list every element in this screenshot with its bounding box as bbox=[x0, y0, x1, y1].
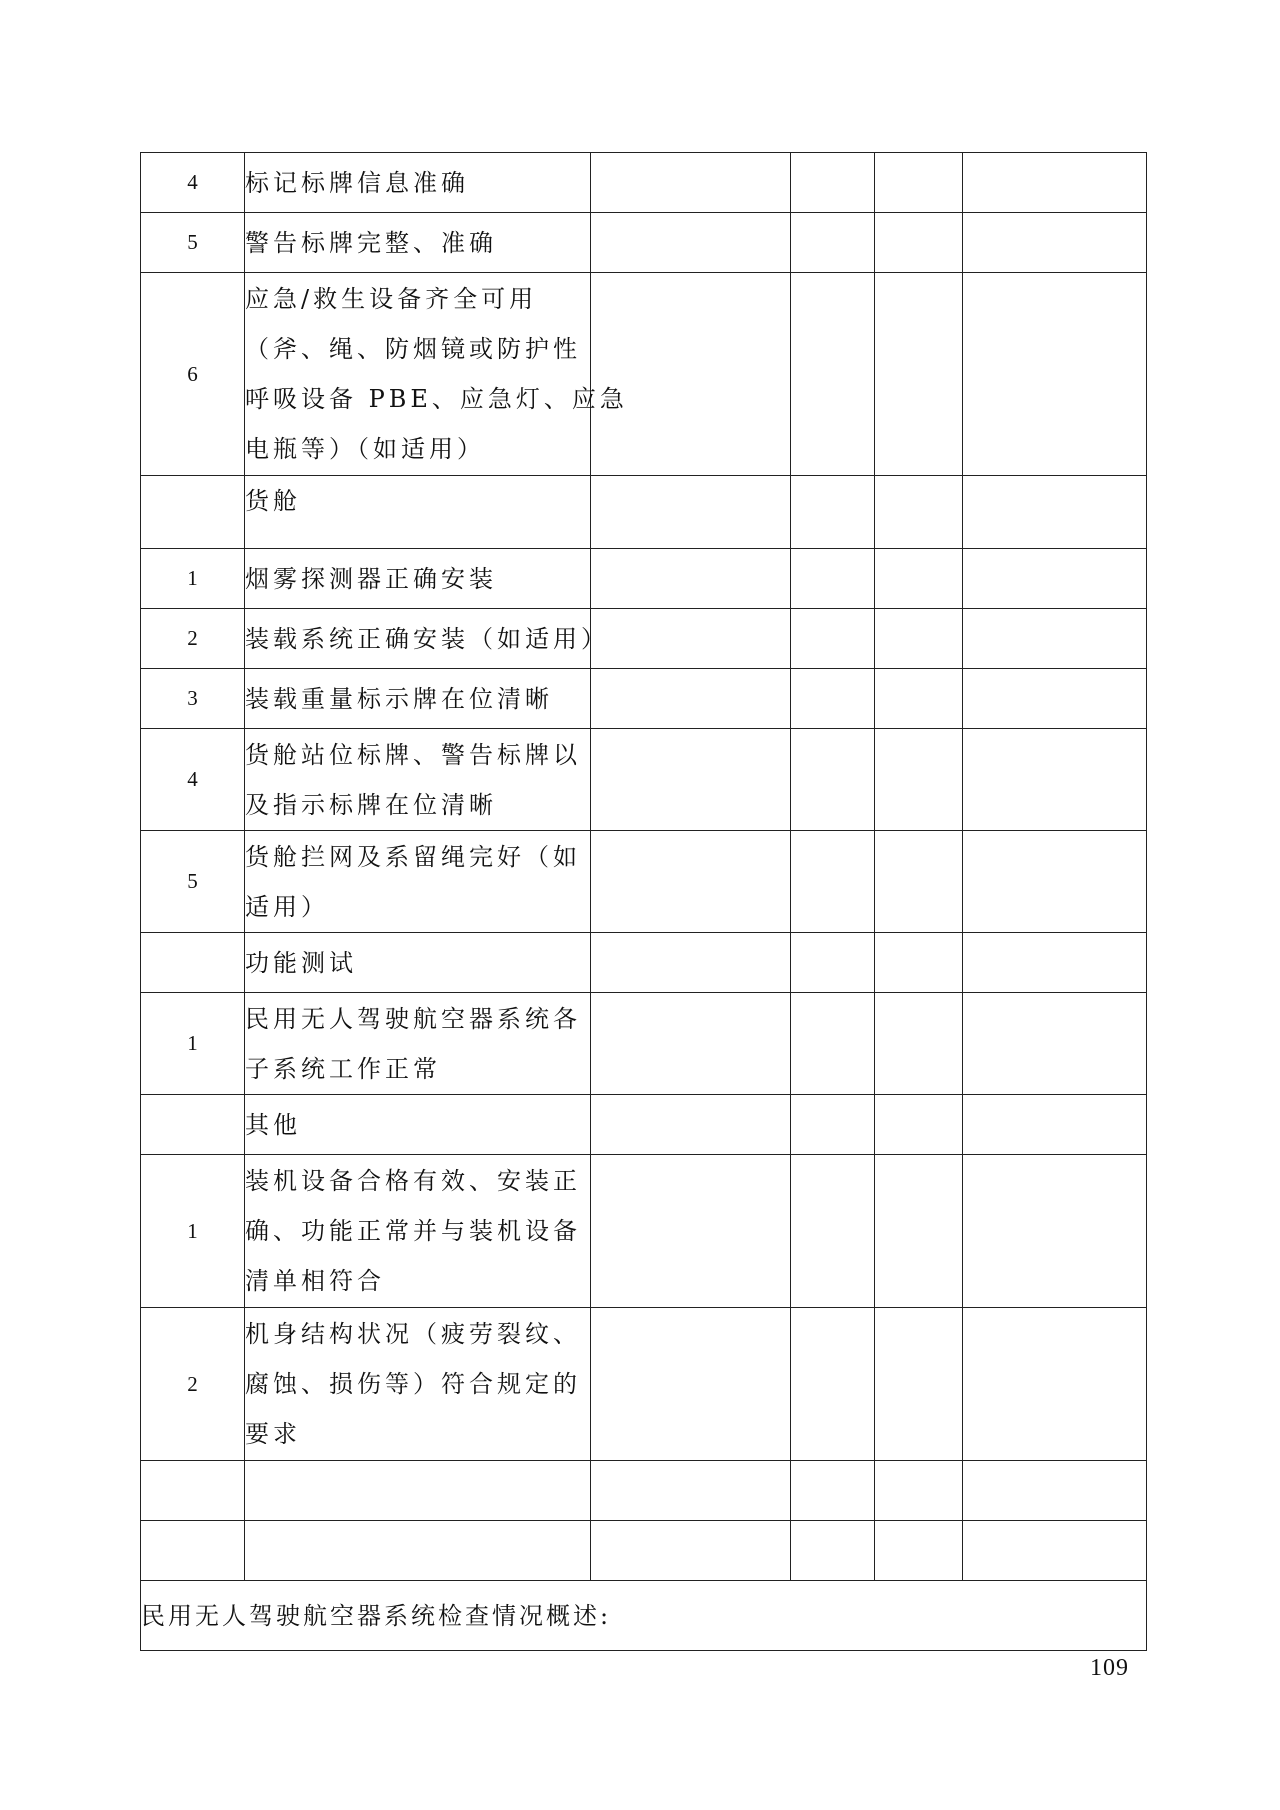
check-item-line: 标记标牌信息准确 bbox=[245, 168, 469, 197]
check-item bbox=[245, 213, 591, 273]
summary-row bbox=[141, 1581, 1147, 1651]
table-row bbox=[141, 1095, 1147, 1155]
check-item bbox=[245, 609, 609, 669]
section-heading-line: 其他 bbox=[245, 1110, 301, 1139]
row-number bbox=[141, 1461, 245, 1521]
check-item-line: 应急/救生设备齐全可用 bbox=[245, 285, 538, 313]
check-item-line: 子系统工作正常 bbox=[245, 1054, 441, 1083]
result-cell bbox=[591, 1521, 791, 1581]
check-item-line: 及指示标牌在位清晰 bbox=[245, 790, 497, 819]
row-number bbox=[141, 933, 245, 993]
check-item bbox=[245, 1521, 591, 1581]
page-number: 109 bbox=[1090, 1655, 1129, 1681]
check-cell bbox=[875, 1155, 963, 1308]
summary-label: 民用无人驾驶航空器系统检查情况概述: bbox=[141, 1601, 612, 1630]
remark-cell bbox=[963, 1155, 1147, 1308]
table-row bbox=[141, 476, 1147, 549]
section-heading bbox=[245, 1095, 591, 1155]
check-item-line: 清单相符合 bbox=[245, 1267, 385, 1295]
check-item-line: 适用） bbox=[245, 892, 329, 921]
result-cell bbox=[591, 1095, 791, 1155]
table-row bbox=[141, 609, 1147, 669]
check-cell bbox=[875, 831, 963, 933]
section-heading-line: 功能测试 bbox=[245, 948, 357, 977]
check-item-line: 货舱站位标牌、警告标牌以 bbox=[245, 740, 581, 769]
check-item-line: 机身结构状况（疲劳裂纹、 bbox=[245, 1320, 581, 1348]
check-item-line: 货舱拦网及系留绳完好（如 bbox=[245, 842, 581, 871]
row-number: 2 bbox=[141, 1308, 245, 1461]
check-cell bbox=[875, 669, 963, 729]
summary-cell bbox=[141, 1581, 1147, 1651]
section-heading bbox=[245, 933, 591, 993]
row-number: 3 bbox=[141, 669, 245, 729]
table-row bbox=[141, 1521, 1147, 1581]
check-cell bbox=[875, 1521, 963, 1581]
remark-cell bbox=[963, 609, 1147, 669]
check-cell bbox=[875, 1461, 963, 1521]
check-cell bbox=[791, 669, 875, 729]
check-cell bbox=[875, 729, 963, 831]
check-cell bbox=[875, 476, 963, 549]
remark-cell bbox=[963, 153, 1147, 213]
result-cell bbox=[591, 1155, 791, 1308]
result-cell bbox=[591, 273, 791, 476]
check-item bbox=[245, 669, 591, 729]
check-cell bbox=[875, 1308, 963, 1461]
check-cell bbox=[791, 153, 875, 213]
check-cell bbox=[791, 549, 875, 609]
check-item-line: 警告标牌完整、准确 bbox=[245, 228, 497, 257]
check-item bbox=[245, 153, 591, 213]
remark-cell bbox=[963, 549, 1147, 609]
check-item bbox=[245, 993, 591, 1095]
check-cell bbox=[791, 1461, 875, 1521]
row-number: 1 bbox=[141, 993, 245, 1095]
check-cell bbox=[875, 549, 963, 609]
result-cell bbox=[591, 1461, 791, 1521]
table-row bbox=[141, 1155, 1147, 1308]
remark-cell bbox=[963, 1461, 1147, 1521]
table-row bbox=[141, 213, 1147, 273]
row-number bbox=[141, 476, 245, 549]
check-item bbox=[245, 549, 591, 609]
check-cell bbox=[875, 273, 963, 476]
check-cell bbox=[791, 1308, 875, 1461]
check-item-line: 电瓶等）（如适用） bbox=[245, 435, 485, 463]
check-cell bbox=[875, 1095, 963, 1155]
table-row bbox=[141, 1308, 1147, 1461]
check-cell bbox=[791, 213, 875, 273]
check-item bbox=[245, 1308, 591, 1461]
remark-cell bbox=[963, 993, 1147, 1095]
check-cell bbox=[791, 476, 875, 549]
row-number bbox=[141, 1095, 245, 1155]
check-cell bbox=[791, 1155, 875, 1308]
check-cell bbox=[791, 1095, 875, 1155]
result-cell bbox=[591, 669, 791, 729]
row-number: 4 bbox=[141, 729, 245, 831]
row-number: 1 bbox=[141, 1155, 245, 1308]
remark-cell bbox=[963, 1308, 1147, 1461]
check-item bbox=[245, 273, 628, 476]
remark-cell bbox=[963, 1521, 1147, 1581]
result-cell bbox=[591, 933, 791, 993]
check-item-line: （斧、绳、防烟镜或防护性 bbox=[245, 335, 581, 363]
table-row bbox=[141, 729, 1147, 831]
check-item bbox=[245, 1155, 591, 1308]
check-cell bbox=[791, 831, 875, 933]
check-item-line: 呼吸设备 PBE、应急灯、应急 bbox=[245, 385, 628, 413]
check-item-line: 装载重量标示牌在位清晰 bbox=[245, 684, 553, 713]
check-item bbox=[245, 1461, 591, 1521]
check-item-line: 民用无人驾驶航空器系统各 bbox=[245, 1004, 581, 1033]
result-cell bbox=[591, 549, 791, 609]
result-cell bbox=[591, 213, 791, 273]
check-cell bbox=[791, 273, 875, 476]
check-cell bbox=[875, 153, 963, 213]
row-number bbox=[141, 1521, 245, 1581]
remark-cell bbox=[963, 729, 1147, 831]
check-item-line: 烟雾探测器正确安装 bbox=[245, 564, 497, 593]
check-cell bbox=[875, 933, 963, 993]
result-cell bbox=[591, 993, 791, 1095]
check-cell bbox=[791, 933, 875, 993]
section-heading-line: 货舱 bbox=[245, 487, 301, 515]
remark-cell bbox=[963, 476, 1147, 549]
inspection-checklist-table bbox=[140, 152, 1147, 1651]
result-cell bbox=[591, 1308, 791, 1461]
check-cell bbox=[791, 993, 875, 1095]
table-row bbox=[141, 933, 1147, 993]
check-cell bbox=[791, 609, 875, 669]
check-item-line: 装机设备合格有效、安装正 bbox=[245, 1167, 581, 1195]
result-cell bbox=[591, 831, 791, 933]
check-cell bbox=[875, 609, 963, 669]
table-row bbox=[141, 831, 1147, 933]
table-row bbox=[141, 153, 1147, 213]
remark-cell bbox=[963, 1095, 1147, 1155]
row-number: 5 bbox=[141, 213, 245, 273]
check-cell bbox=[791, 729, 875, 831]
table-row bbox=[141, 273, 1147, 476]
row-number: 5 bbox=[141, 831, 245, 933]
check-item-line: 要求 bbox=[245, 1420, 301, 1448]
row-number: 6 bbox=[141, 273, 245, 476]
check-item-line: 确、功能正常并与装机设备 bbox=[245, 1217, 581, 1245]
table-row bbox=[141, 549, 1147, 609]
check-cell bbox=[875, 213, 963, 273]
check-cell bbox=[791, 1521, 875, 1581]
check-item bbox=[245, 831, 591, 933]
check-cell bbox=[875, 993, 963, 1095]
remark-cell bbox=[963, 273, 1147, 476]
remark-cell bbox=[963, 213, 1147, 273]
row-number: 2 bbox=[141, 609, 245, 669]
table-row bbox=[141, 669, 1147, 729]
row-number: 1 bbox=[141, 549, 245, 609]
section-heading bbox=[245, 476, 591, 549]
remark-cell bbox=[963, 831, 1147, 933]
remark-cell bbox=[963, 669, 1147, 729]
result-cell bbox=[591, 153, 791, 213]
result-cell bbox=[591, 609, 791, 669]
row-number: 4 bbox=[141, 153, 245, 213]
check-item-line: 腐蚀、损伤等）符合规定的 bbox=[245, 1370, 581, 1398]
table-row bbox=[141, 1461, 1147, 1521]
result-cell bbox=[591, 729, 791, 831]
table-row bbox=[141, 993, 1147, 1095]
remark-cell bbox=[963, 933, 1147, 993]
check-item bbox=[245, 729, 591, 831]
result-cell bbox=[591, 476, 791, 549]
check-item-line: 装载系统正确安装（如适用） bbox=[245, 624, 609, 653]
